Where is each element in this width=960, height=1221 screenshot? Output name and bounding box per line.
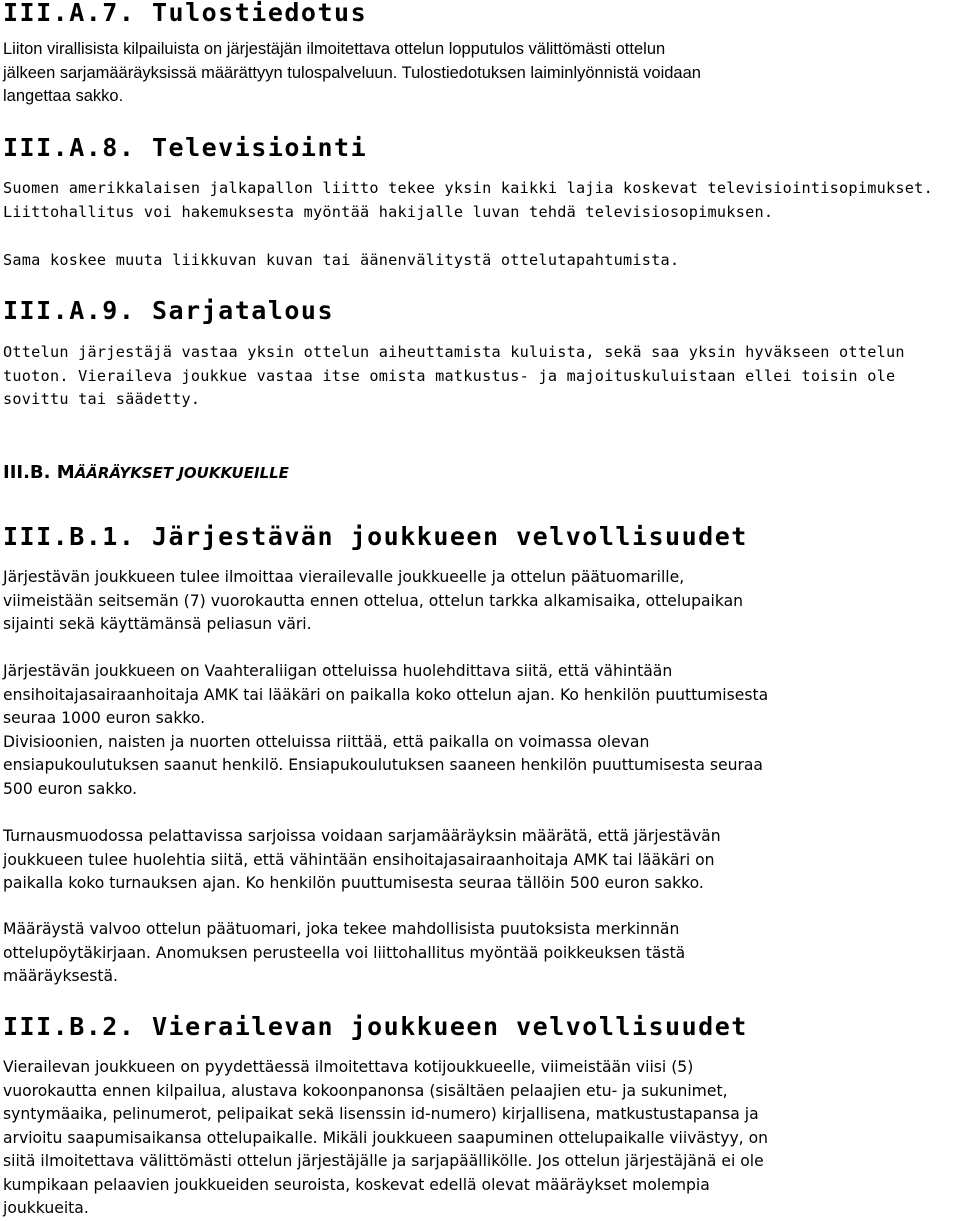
heading-b <box>3 461 289 485</box>
paragraph-b1-2 <box>3 660 768 801</box>
text-line: joukkueen tulee huolehtia siitä, että vähintään ensihoitajasairaanhoitaja AMK tai lääkäri on <box>3 850 715 869</box>
text-line: sovittu tai säädetty. <box>3 390 201 408</box>
text-line: tuoton. Vieraileva joukkue vastaa itse omista matkustus- ja majoituskuluistaan ellei toisin ole <box>3 366 896 385</box>
text-line: langettaa sakko. <box>3 87 124 105</box>
text-line: jälkeen sarjamääräyksissä määrättyyn tulospalveluun. Tulostiedotuksen laiminlyönnistä voidaan <box>3 63 701 82</box>
text-line: 500 euron sakko. <box>3 779 138 798</box>
heading-a7: III.A.7. Tulostiedotus <box>3 0 368 27</box>
paragraph-a9 <box>3 341 905 412</box>
heading-a8: III.A.8. Televisiointi <box>3 133 368 162</box>
text-line: Määräystä valvoo ottelun päätuomari, joka tekee mahdollisista puutoksista merkinnän <box>3 920 680 938</box>
paragraph-a8-1 <box>3 177 933 224</box>
heading-a9: III.A.9. Sarjatalous <box>3 296 335 325</box>
text-line: Järjestävän joukkueen on Vaahteraliigan otteluissa huolehdittava siitä, että vähintään <box>3 662 673 680</box>
text-line: Divisioonien, naisten ja nuorten otteluissa riittää, että paikalla on voimassa olevan <box>3 732 650 751</box>
text-line: Ottelun järjestäjä vastaa yksin ottelun aiheuttamista kuluista, sekä saa yksin hyväkseen ottelun <box>3 343 905 361</box>
text-line: siitä ilmoitettava välittömästi ottelun järjestäjälle ja sarjapäällikölle. Jos ottelun järjestäjänä ei ole <box>3 1152 764 1170</box>
paragraph-a8-2 <box>3 249 679 273</box>
text-line: vuorokautta ennen kilpailua, alustava kokoonpanonsa (sisältäen pelaajien etu- ja sukunimet, <box>3 1081 728 1100</box>
text-line: sijainti sekä käyttämänsä peliasun väri. <box>3 615 312 633</box>
text-line: ensihoitajasairaanhoitaja AMK tai lääkäri on paikalla koko ottelun ajan. Ko henkilön puuttumisesta <box>3 685 769 704</box>
text-line: ensiapukoulutuksen saanut henkilö. Ensiapukoulutuksen saaneen henkilön puuttumisesta seuraa <box>3 756 763 774</box>
text-line: Suomen amerikkalaisen jalkapallon liitto tekee yksin kaikki lajia koskevat televisiointisopimukset. <box>3 179 933 197</box>
text-line: Sama koskee muuta liikkuvan kuvan tai äänenvälitystä ottelutapahtumista. <box>3 251 680 269</box>
heading-b1: III.B.1. Järjestävän joukkueen velvollisuudet <box>3 522 748 551</box>
text-line: arvioitu saapumisaikansa ottelupaikalle. Mikäli joukkueen saapuminen ottelupaikalle viivästyy, on <box>3 1128 769 1147</box>
text-line: kumpikaan pelaavien joukkueiden seuroista, koskevat edellä olevat määräykset molempia <box>3 1175 710 1194</box>
heading-b-title: ÄÄRÄYKSET JOUKKUEILLE <box>74 464 289 482</box>
text-line: määräyksestä. <box>3 967 118 985</box>
text-line: viimeistään seitsemän (7) vuorokautta ennen ottelua, ottelun tarkka alkamisaika, ottelupaikan <box>3 591 744 610</box>
paragraph-b1-1 <box>3 566 743 637</box>
text-line: Järjestävän joukkueen tulee ilmoittaa vierailevalle joukkueelle ja ottelun päätuomarille, <box>3 568 685 586</box>
text-line: syntymäaika, pelinumerot, pelipaikat sekä lisenssin id-numero) kirjallisena, matkustustapansa ja <box>3 1105 759 1123</box>
paragraph-b1-3 <box>3 825 721 896</box>
text-line: paikalla koko turnauksen ajan. Ko henkilön puuttumisesta seuraa tällöin 500 euron sakko. <box>3 874 704 892</box>
text-line: Liiton virallisista kilpailuista on järjestäjän ilmoitettava ottelun lopputulos välittömästi ottelun <box>3 40 666 58</box>
text-line: Liittohallitus voi hakemuksesta myöntää hakijalle luvan tehdä televisiosopimuksen. <box>3 202 774 221</box>
paragraph-b1-4 <box>3 918 685 989</box>
paragraph-b2 <box>3 1056 768 1221</box>
heading-b-initial: M <box>56 462 75 483</box>
text-line: joukkueita. <box>3 1199 89 1217</box>
heading-b2: III.B.2. Vierailevan joukkueen velvollisuudet <box>3 1012 748 1041</box>
text-line: ottelupöytäkirjaan. Anomuksen perusteella voi liittohallitus myöntää poikkeuksen tästä <box>3 943 686 962</box>
text-line: Turnausmuodossa pelattavissa sarjoissa voidaan sarjamääräyksin määrätä, että järjestävän <box>3 827 721 845</box>
text-line: seuraa 1000 euron sakko. <box>3 709 206 727</box>
paragraph-a7 <box>3 38 701 109</box>
text-line: Vierailevan joukkueen on pyydettäessä ilmoitettava kotijoukkueelle, viimeistään viisi (5) <box>3 1058 694 1076</box>
heading-b-prefix: III.B. <box>3 462 57 483</box>
